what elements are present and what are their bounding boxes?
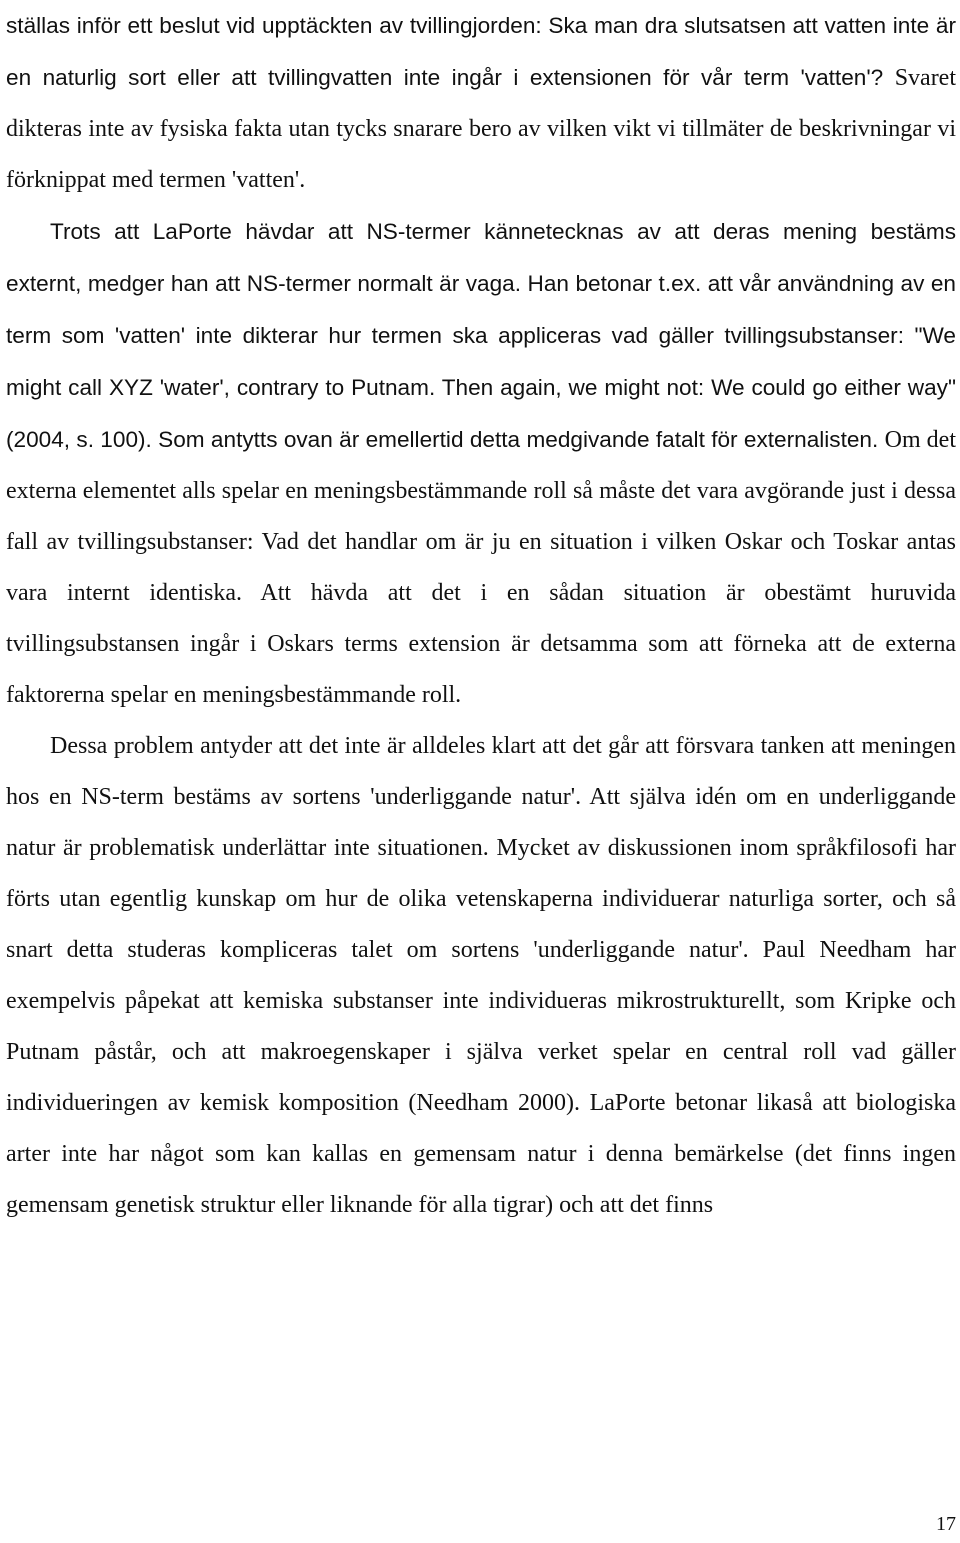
paragraph-1-part-1: ställas inför ett beslut vid upptäckten av tvillingjorden: Ska man dra slutsatsen att vatten inte är en naturlig sort eller att tvillingvatten inte ingår i extensionen för vår term 'vatten'?: [6, 13, 956, 90]
paragraph-1-part-2: Svaret dikteras inte av fysiska fakta utan tycks snarare bero av vilken vikt vi tillmäter de beskrivningar vi förknippat med termen 'vatten'.: [6, 65, 956, 193]
paragraph-3: [6, 721, 956, 1231]
paragraph-2-part-1: Trots att LaPorte hävdar att NS-termer kännetecknas av att deras mening bestäms externt, medger han att NS-termer normalt är vaga. Han betonar t.ex. att vår användning av en term som 'vatten' inte dikterar hur termen ska appliceras vad gäller tvillingsubstanser: "We might call XYZ 'water', contrary to Putnam. Then again, we might not: We could go either way" (2004, s. 100). Som antytts ovan är emellertid detta medgivande fatalt för externalisten.: [6, 219, 956, 452]
paragraph-3-part-1: Dessa problem antyder att det inte är alldeles klart att det går att försvara tanken att meningen hos en NS-term bestäms av sortens 'underliggande natur'. Att själva idén om en underliggande natur är problematisk underlättar inte situationen. Mycket av diskussionen inom språkfilosofi har förts utan egentlig kunskap om hur de olika vetenskaperna individuerar naturliga sorter, och så snart detta studeras kompliceras talet om sortens 'underliggande natur'. Paul Needham har exempelvis påpekat att kemiska substanser inte individueras mikrostrukturellt, som Kripke och Putnam påstår, och att makroegenskaper i själva verket spelar en central roll vad gäller individueringen av kemisk komposition (Needham 2000). LaPorte betonar likaså att biologiska arter inte har något som kan kallas en gemensam natur i denna bemärkelse (det finns ingen gemensam genetisk struktur eller liknande för alla tigrar) och att det finns: [6, 733, 956, 1218]
paragraph-1: [6, 0, 956, 206]
page-number: 17: [936, 1513, 956, 1535]
paragraph-2-part-2: Om det externa elementet alls spelar en meningsbestämmande roll så måste det vara avgörande just i dessa fall av tvillingsubstanser: Vad det handlar om är ju en situation i vilken Oskar och Toskar antas vara internt identiska. Att hävda att det i en sådan situation är obestämt huruvida tvillingsubstansen ingår i Oskars terms extension är detsamma som att förneka att de externa faktorerna spelar en meningsbestämmande roll.: [6, 427, 957, 708]
paragraph-2: [6, 206, 956, 721]
body-text: [6, 0, 956, 1231]
